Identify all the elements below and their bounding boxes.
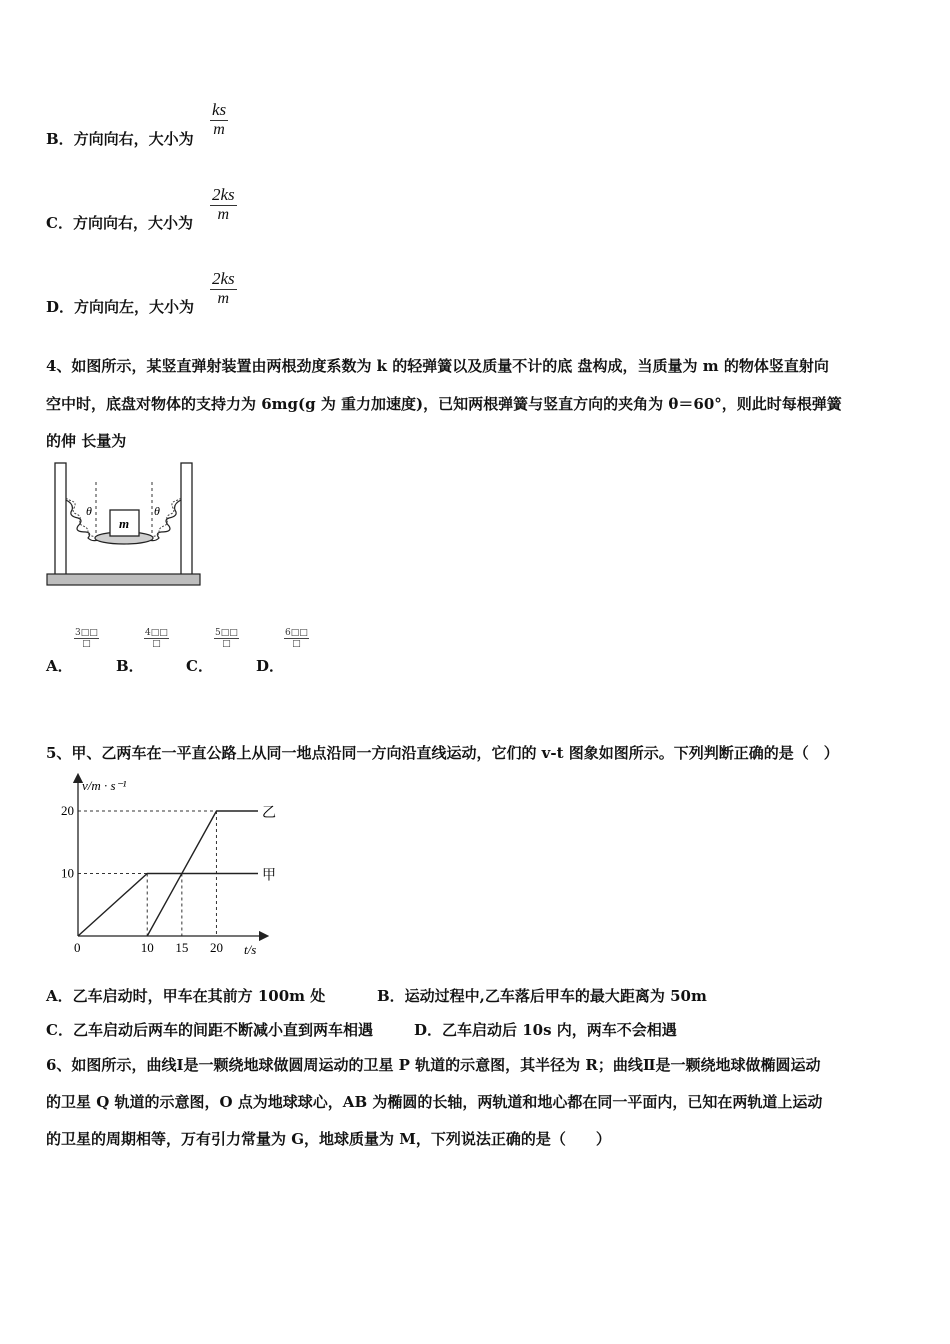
q4-stem-line-3: 的伸 长量为 — [46, 432, 127, 450]
series-line-jia — [78, 874, 258, 937]
q4-option-a-denominator: □ — [82, 639, 91, 649]
q3-option-d-fraction — [210, 269, 237, 308]
q3-option-b — [46, 128, 194, 149]
y-tick-label-20: 20 — [61, 803, 74, 818]
q4-option-d-fraction — [284, 628, 309, 649]
x-tick-label-20: 20 — [209, 940, 223, 955]
q3-option-b-denominator: m — [213, 121, 225, 138]
x-tick-label-15: 15 — [175, 940, 189, 955]
q4-option-c-letter: C． — [186, 657, 213, 675]
series-label-jia: 甲 — [262, 868, 276, 884]
left-angle-label: θ — [86, 504, 92, 518]
q3-option-c-label: C．方向向右，大小为 — [46, 214, 193, 232]
q3-option-d-numerator: 2ks — [212, 269, 235, 288]
q4-option-c-fraction — [214, 628, 239, 649]
spring-launcher-figure — [44, 460, 206, 590]
q3-option-c-numerator: 2ks — [212, 185, 235, 204]
q4-option-c-denominator: □ — [222, 639, 231, 649]
q5-option-b: B．运动过程中,乙车落后甲车的最大距离为 50m — [377, 987, 707, 1005]
q4-option-b-letter: B． — [116, 657, 144, 675]
q3-option-b-label: B．方向向右，大小为 — [46, 130, 194, 148]
q3-option-c — [46, 212, 193, 233]
q4-option-a-numerator: 3□□ — [75, 628, 98, 638]
q3-option-c-denominator: m — [217, 206, 230, 223]
y-tick-label-10: 10 — [61, 865, 74, 881]
q3-option-d — [46, 296, 194, 317]
q5-stem: 5、甲、乙两车在一平直公路上从同一地点沿同一方向沿直线运动，它们的 v-t 图象如图所示。下列判断正确的是（ ） — [46, 744, 839, 762]
origin-label: 0 — [74, 940, 81, 955]
q4-option-c-numerator: 5□□ — [215, 628, 238, 638]
q4-option-b-numerator: 4□□ — [145, 628, 168, 638]
q6-stem-line-1: 6、如图所示，曲线Ⅰ是一颗绕地球做圆周运动的卫星 P 轨道的示意图，其半径为 R；曲线Ⅱ是一颗绕地球做椭圆运动 — [46, 1056, 821, 1074]
right-angle-label: θ — [154, 504, 160, 518]
y-axis-label: v/m · s⁻¹ — [82, 778, 127, 793]
q5-option-d: D．乙车启动后 10s 内，两车不会相遇 — [414, 1021, 677, 1039]
q4-option-a-fraction — [74, 628, 99, 649]
q4-stem-line-1: 4、如图所示，某竖直弹射装置由两根劲度系数为 k 的轻弹簧以及质量不计的底 盘构成，当质量为 m 的物体竖直射向 — [46, 357, 829, 375]
q6-stem-line-3: 的卫星的周期相等，万有引力常量为 G，地球质量为 M，下列说法正确的是（ ） — [46, 1130, 611, 1148]
q4-option-b-denominator: □ — [152, 639, 161, 649]
left-spring — [66, 500, 98, 541]
series-label-yi: 乙 — [262, 806, 276, 821]
base-plate — [47, 574, 200, 585]
left-post — [55, 463, 66, 575]
q3-option-b-numerator: ks — [212, 100, 227, 119]
q5-option-a: A．乙车启动时，甲车在其前方 100m 处 — [46, 987, 326, 1005]
q4-option-d-denominator: □ — [292, 639, 301, 649]
q3-option-c-fraction — [210, 185, 237, 224]
mass-label: m — [118, 516, 130, 531]
x-tick-label-10: 10 — [140, 940, 154, 955]
q3-option-d-denominator: m — [217, 290, 230, 307]
q4-stem-line-2: 空中时，底盘对物体的支持力为 6mg(g 为 重力加速度)，已知两根弹簧与竖直方向的夹角为 θ＝60°，则此时每根弹簧 — [46, 395, 842, 413]
q4-option-a-letter: A． — [46, 657, 73, 675]
q6-stem-line-2: 的卫星 Q 轨道的示意图，O 点为地球球心，AB 为椭圆的长轴，两轨道和地心都在同一平面内，已知在两轨道上运动 — [46, 1093, 823, 1111]
q3-option-d-label: D．方向向左，大小为 — [46, 298, 195, 316]
q4-option-b-fraction — [144, 628, 169, 649]
q5-option-c: C．乙车启动后两车的间距不断减小直到两车相遇 — [46, 1021, 373, 1039]
right-post — [181, 463, 192, 575]
q3-option-b-fraction — [210, 100, 228, 139]
q4-option-d-numerator: 6□□ — [285, 628, 308, 638]
x-axis-label: t/s — [244, 942, 257, 957]
vt-chart — [44, 772, 274, 962]
q4-option-d-letter: D． — [256, 657, 285, 675]
